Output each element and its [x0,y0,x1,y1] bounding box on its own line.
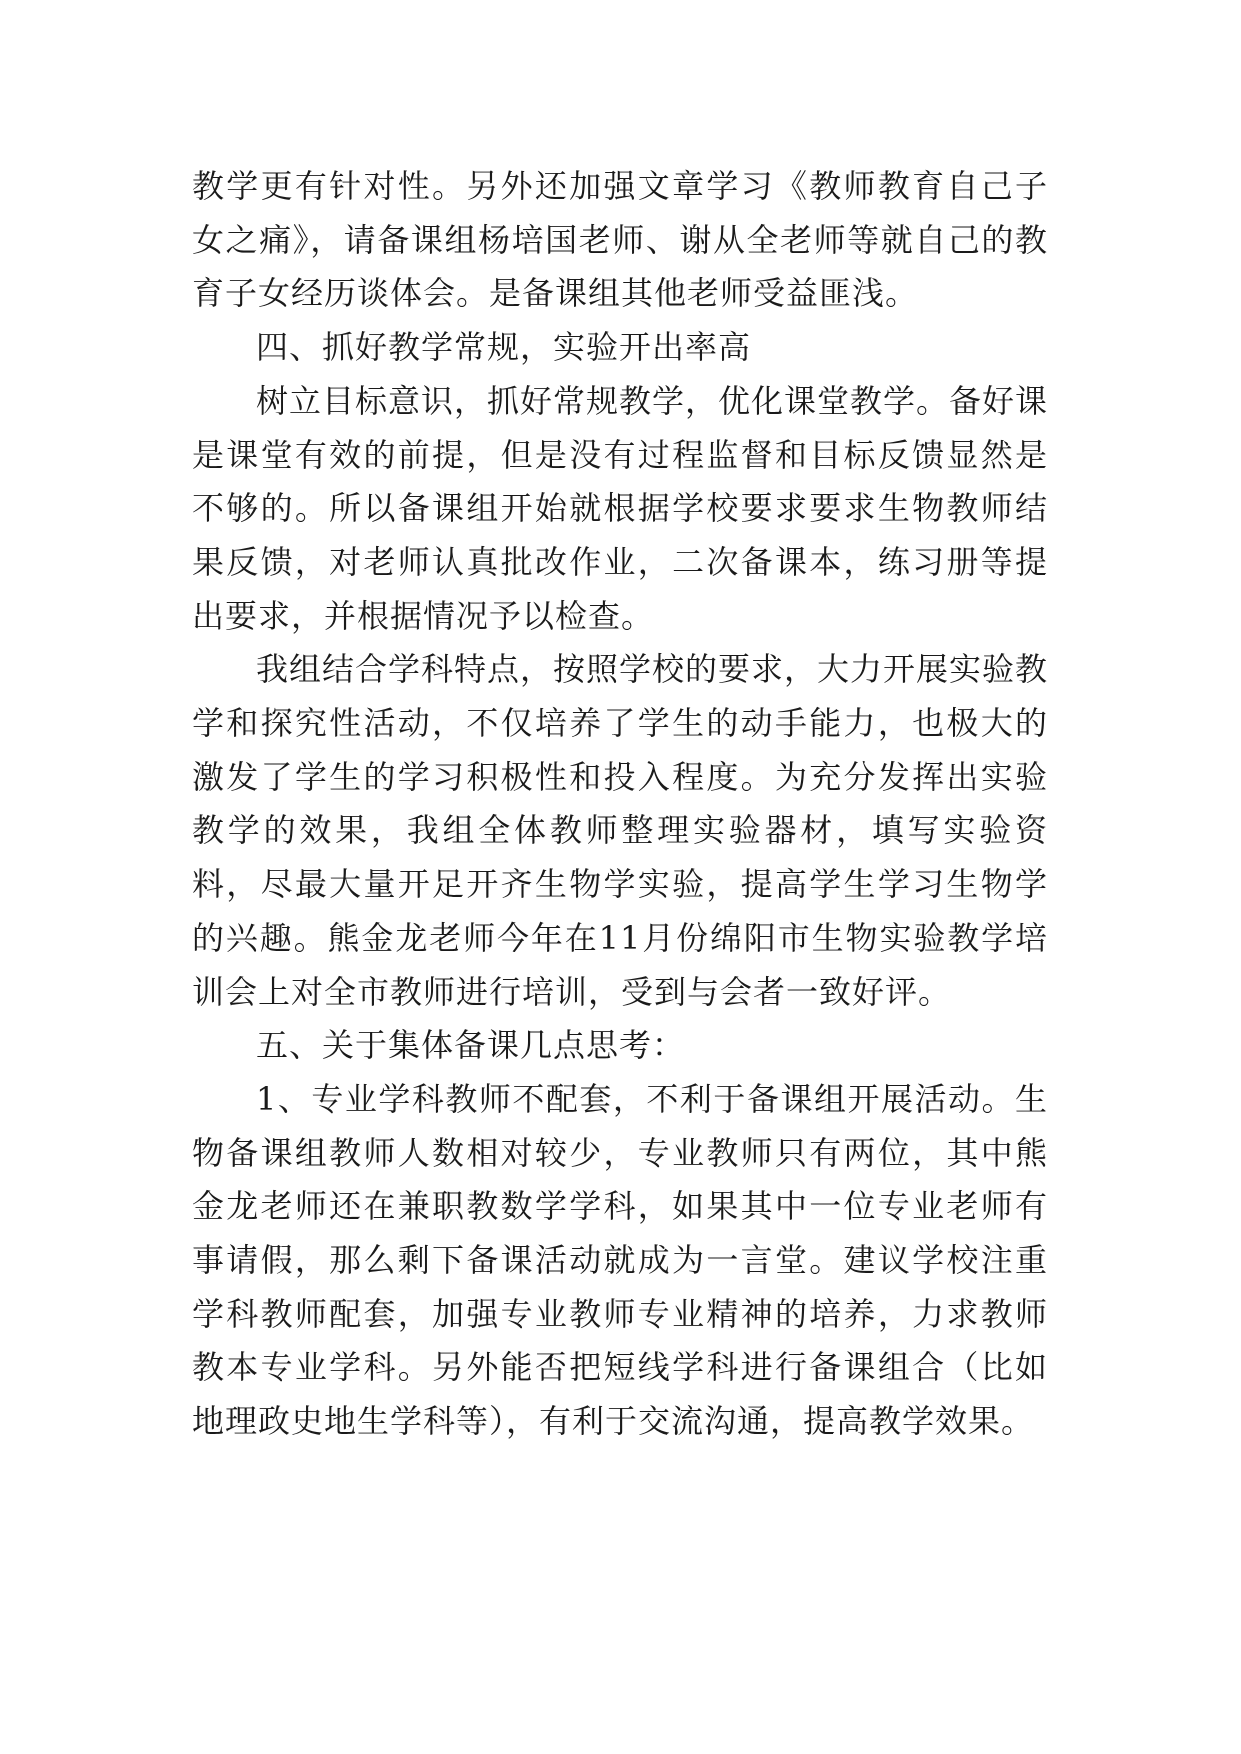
paragraph-reflection-one: 1、专业学科教师不配套，不利于备课组开展活动。生物备课组教师人数相对较少，专业教师只有两位，其中熊金龙老师还在兼职教数学学科，如果其中一位专业老师有事请假，那么剩下备课活动就成为一言堂。建议学校注重学科教师配套，加强专业教师专业精神的培养，力求教师教本专业学科。另外能否把短线学科进行备课组合（比如地理政史地生学科等），有利于交流沟通，提高教学效果。 [192,1079,1048,1441]
section-heading-five: 五、关于集体备课几点思考： [256,1026,686,1065]
paragraph-experiments: 我组结合学科特点，按照学校的要求，大力开展实验教学和探究性活动，不仅培养了学生的动手能力，也极大的激发了学生的学习积极性和投入程度。为充分发挥出实验教学的效果，我组全体教师整理实验器材，填写实验资料，尽最大量开足开齐生物学实验，提高学生学习生物学的兴趣。熊金龙老师今年在11月份绵阳市生物实验教学培训会上对全市教师进行培训，受到与会者一致好评。 [192,650,1049,1011]
paragraph-routine: 树立目标意识，抓好常规教学，优化课堂教学。备好课是课堂有效的前提，但是没有过程监督和目标反馈显然是不够的。所以备课组开始就根据学校要求要求生物教师结果反馈，对老师认真批改作业，二次备课本，练习册等提出要求，并根据情况予以检查。 [192,381,1049,635]
document-body [192,160,1048,1449]
paragraph-continuation: 教学更有针对性。另外还加强文章学习《教师教育自己子女之痛》，请备课组杨培国老师、谢从全老师等就自己的教育子女经历谈体会。是备课组其他老师受益匪浅。 [192,167,1048,313]
section-heading-four: 四、抓好教学常规，实验开出率高 [256,328,752,367]
